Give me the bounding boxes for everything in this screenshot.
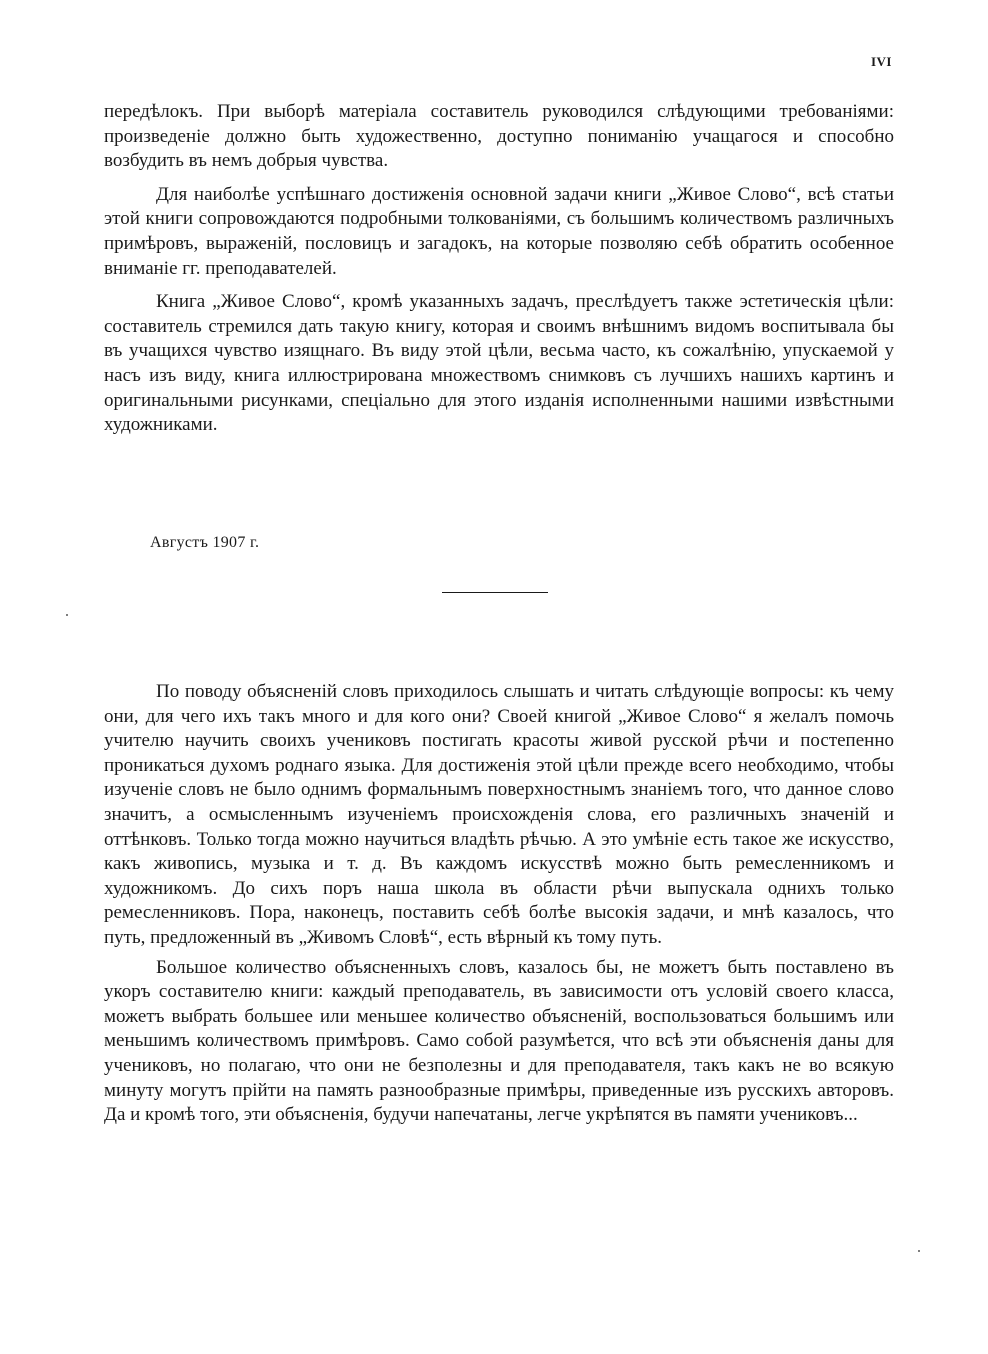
scan-speck bbox=[66, 614, 68, 616]
explanations-section bbox=[104, 680, 894, 1128]
explanations-paragraph-2: Большое количество объясненныхъ словъ, казалось бы, не можетъ быть поставлено въ укоръ составителю книги: каждый преподаватель, въ зависимости отъ условій своего класса, можетъ выбрать большее или меньшее количество объясненій, воспользоваться большимъ или меньшимъ количествомъ примѣровъ. Само собой разумѣется, что всѣ эти объясненія даны для учениковъ, но полагаю, что они не безполезны и для преподавателя, такъ какъ не во всякую минуту могутъ прійти на память разнообразные примѣры, приведенные изъ русскихъ авторовъ. Да и кромѣ того, эти объясненія, будучи напечатаны, легче укрѣпятся въ памяти учениковъ... bbox=[104, 956, 894, 1126]
preface-paragraph-3: Книга „Живое Слово“, кромѣ указанныхъ задачъ, преслѣдуетъ также эстетическія цѣли: составитель стремился дать такую книгу, которая и своимъ внѣшнимъ видомъ воспитывала бы въ учащихся чувство изящнаго. Въ виду этой цѣли, весьма часто, къ сожалѣнію, упускаемой у насъ изъ виду, книга иллюстрирована множествомъ снимковъ съ лучшихъ нашихъ картинъ и оригинальными рисунками, спеціально для этого изданія исполненными нашими извѣстными художниками. bbox=[104, 291, 894, 436]
preface-section bbox=[104, 100, 894, 438]
preface-paragraph-2: Для наиболѣе успѣшнаго достиженія основной задачи книги „Живое Слово“, всѣ статьи этой книги сопровождаются подробными толкованіями, съ большимъ количествомъ различныхъ примѣровъ, выраженій, пословицъ и загадокъ, на которые позволяю себѣ обратить особенное вниманіе гг. преподавателей. bbox=[104, 183, 894, 279]
preface-paragraph-1: передѣлокъ. При выборѣ матеріала составитель руководился слѣдующими требованіями: произведеніе должно быть художественно, доступно пониманію учащагося и способно возбудить въ немъ добрыя чувства. bbox=[104, 101, 894, 172]
section-divider bbox=[442, 592, 548, 593]
explanations-paragraph-1: По поводу объясненій словъ приходилось слышать и читать слѣдующіе вопросы: къ чему они, для чего ихъ такъ много и для кого они? Своей книгой „Живое Слово“ я желалъ помочь учителю научить своихъ учениковъ постигать красоты живой русской рѣчи и постепенно проникаться духомъ роднаго языка. Для достиженія этой цѣли прежде всего необходимо, чтобы изученіе словъ не было однимъ формальнымъ поверхностнымъ знаніемъ того, что данное слово значитъ, а осмысленнымъ изученіемъ происхожденія слова, его различныхъ значеній и оттѣнковъ. Только тогда можно научиться владѣть рѣчью. А это умѣніе есть такое же искусство, какъ живопись, музыка и т. д. Въ каждомъ искусствѣ можно быть ремесленникомъ и художникомъ. До сихъ поръ наша школа въ области рѣчи выпускала однихъ только ремесленниковъ. Пора, наконецъ, поставить себѣ болѣе высокія задачи, и мнѣ казалось, что путь, предложенный въ „Живомъ Словѣ“, есть вѣрный къ тому путь. bbox=[104, 681, 894, 948]
scan-speck bbox=[918, 1250, 920, 1252]
page-number: ІVІ bbox=[870, 54, 892, 69]
date-signature: Августъ 1907 г. bbox=[150, 534, 260, 551]
